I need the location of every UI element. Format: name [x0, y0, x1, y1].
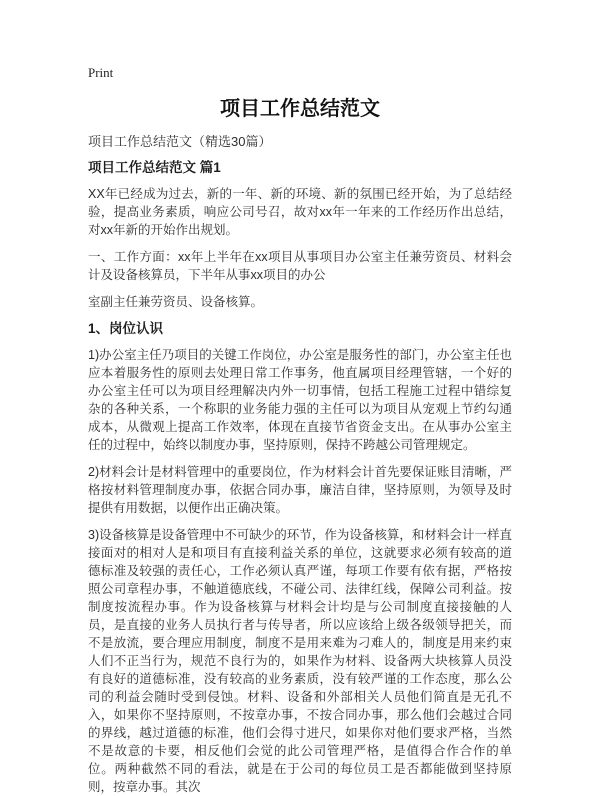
subsection-heading-job-understanding: 1、岗位认识	[88, 321, 164, 336]
intro-paragraph: XX年已经成为过去，新的一年、新的环境、新的氛围已经开始，为了总结经验，提高业务素质，响应公司号召，故对xx年一年来的工作经历作出总结，对xx年新的开始作出规划。	[88, 187, 512, 237]
document-subtitle: 项目工作总结范文（精选30篇）	[88, 134, 272, 149]
numbered-paragraph: 1)办公室主任乃项目的关键工作岗位，办公室是服务性的部门，办公室主任也应本着服务性的原则去处理日常工作事务，他直属项目经理管辖，一个好的办公室主任可以为项目经理解决内外一切事情，包括工程施工过程中错综复杂的各种关系，一个称职的业务能力强的主任可以为项目从宠观上节约勾通成本，从微观上提高工作效率，体现在直接节省资金支出。在从事办公室主任的过程中，始终以制度办事，坚持原则，保持不跨越公司管理规定。	[88, 348, 512, 452]
page-title: 项目工作总结范文	[220, 98, 380, 120]
numbered-paragraph: 2)材料会计是材料管理中的重要岗位，作为材料会计首先要保证账目清晰，严格按材料管理制度办事，依据合同办事，廉洁自律，坚持原则，为领导及时提供有用数据，以便作出正确决策。	[88, 465, 512, 515]
print-button[interactable]: Print	[88, 65, 114, 80]
intro-paragraph: 室副主任兼劳资员、设备核算。	[88, 295, 264, 309]
section-heading-part1: 项目工作总结范文 篇1	[88, 160, 221, 175]
intro-paragraph: 一、工作方面：xx年上半年在xx项目从事项目办公室主任兼劳资员、材料会计及设备核算员，下半年从事xx项目的办公	[88, 250, 512, 282]
numbered-paragraph: 3)设备核算是设备管理中不可缺少的环节，作为设备核算，和材料会计一样直接面对的相对人是和项目有直接利益关系的单位，这就要求必须有较高的道德标准及较强的责任心，工作必须认真严谨，每项工作要有依有据，严格按照公司章程办事，不触道德底线，不碰公司、法律红线，保障公司利益。按制度按流程办事。作为设备核算与材料会计均是与公司制度直接接触的人员，是直接的业务人员执行者与传导者，所以应该给上级各级领导把关，而不是放流，要合理应用制度，制度不是用来难为刁难人的，制度是用来约束人们不正当行为，规范不良行为的，如果作为材料、设备两大块核算人员没有良好的道德标准，没有较高的业务素质，没有较严谨的工作态度，那么公司的利益会随时受到侵蚀。材料、设备和外部相关人员他们简直是无孔不入，如果你不坚持原则，不按章办事，不按合同办事，那么他们会越过合同的界线，越过道德的标准，他们会得寸进尺，如果你对他们要求严格，当然不是故意的卡要，相反他们会觉的此公司管理严格，是值得合作合作的单位。两种截然不同的看法，就是在于公司的每位员工是否都能做到坚持原则，按章办事。其次	[88, 528, 512, 794]
